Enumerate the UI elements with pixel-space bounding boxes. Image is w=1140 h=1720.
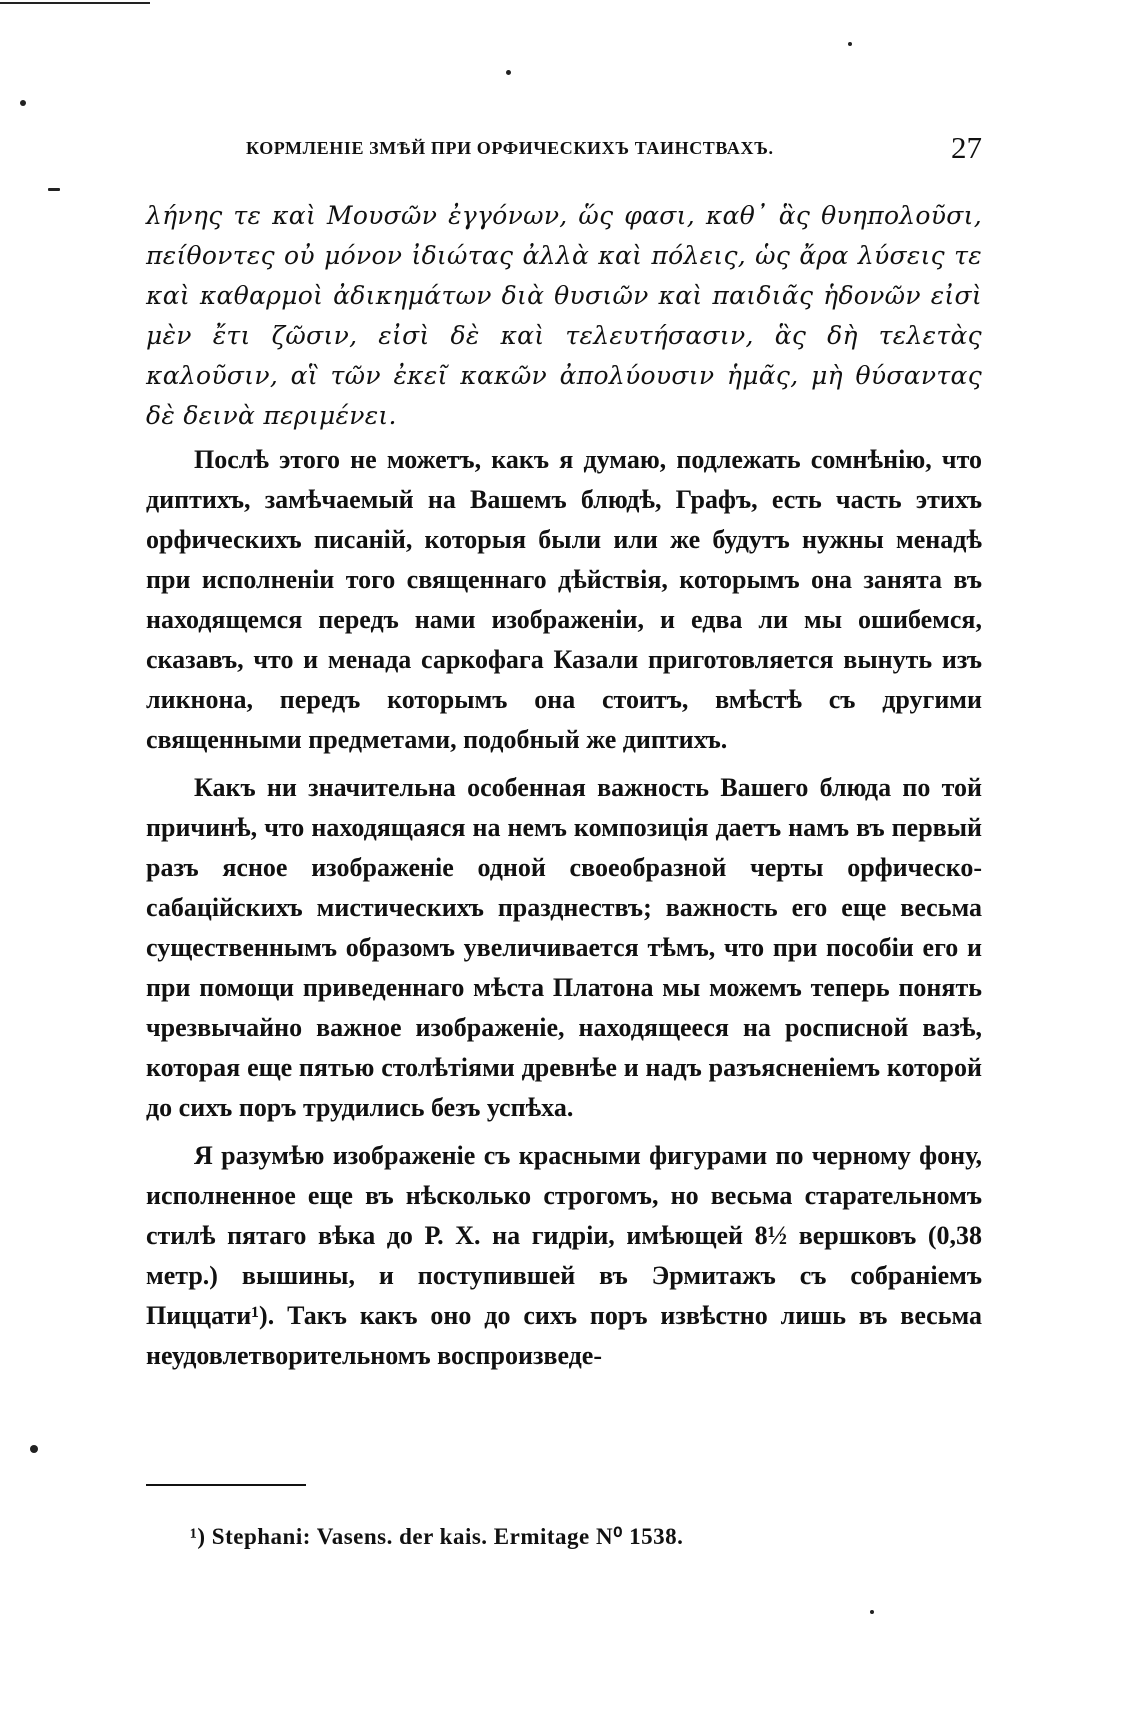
scan-speck	[870, 1610, 874, 1614]
scan-speck	[30, 1445, 38, 1453]
scan-speck	[48, 188, 60, 191]
page-header	[146, 130, 982, 170]
page-body	[146, 196, 982, 1376]
footnote: ¹) Stephani: Vasens. der kais. Ermitage N⁰ 1538.	[190, 1524, 684, 1549]
paragraph-2: Какъ ни значительна особенная важность Вашего блюда по той причинѣ, что находящаяся на немъ композиція даетъ намъ въ первый разъ ясное изображеніе одной своеобразной черты орфическо-сабацiйскихъ мистическихъ празднествъ; важность его еще весьма существеннымъ образомъ увеличивается тѣмъ, что при пособіи его и при помощи приведеннаго мѣста Платона мы можемъ теперь понять чрезвычайно важное изображеніе, находящееся на росписной вазѣ, которая еще пятью столѣтіями древнѣе и надъ разъясненіемъ которой до сихъ поръ трудились безъ успѣха.	[146, 773, 982, 1122]
paragraph-1: Послѣ этого не можетъ, какъ я думаю, подлежать сомнѣнію, что диптихъ, замѣчаемый на Вашемъ блюдѣ, Графъ, есть часть этихъ орфическихъ писаній, которыя были или же будутъ нужны менадѣ при исполненіи того священнаго дѣйствія, которымъ она занята въ находящемся передъ нами изображеніи, и едва ли мы ошибемся, сказавъ, что и менада саркофага Казали приготовляется вынуть изъ ликнона, передъ которымъ она стоитъ, вмѣстѣ съ другими священными предметами, подобный же диптихъ.	[146, 445, 982, 754]
scan-speck	[848, 42, 852, 46]
page-number: 27	[951, 130, 982, 165]
running-title: КОРМЛЕНІЕ ЗМѢЙ ПРИ ОРФИЧЕСКИХЪ ТАИНСТВАХЪ.	[246, 138, 774, 158]
paragraph-3: Я разумѣю изображеніе съ красными фигурами по черному фону, исполненное еще въ нѣсколько строгомъ, но весьма старательномъ стилѣ пятаго вѣка до Р. Х. на гидріи, имѣющей 8½ вершковъ (0,38 метр.) вышины, и поступившей въ Эрмитажъ съ собраніемъ Пиццати¹). Такъ какъ оно до сихъ поръ извѣстно лишь въ весьма неудовлетворительномъ воспроизведе-	[146, 1141, 982, 1370]
scan-edge-mark	[0, 2, 150, 4]
scan-speck	[20, 100, 26, 106]
footnote-divider	[146, 1484, 306, 1486]
scan-speck	[506, 70, 511, 75]
greek-quotation: λήνης τε καὶ Μουσῶν ἐγγόνων, ὥς φασι, καθ᾽ ἃς θυηπολοῦσι, πείθοντες οὐ μόνον ἰδιώτας ἀλλὰ καὶ πόλεις, ὡς ἄρα λύσεις τε καὶ καθαρμοὶ ἀδικημάτων διὰ θυσιῶν καὶ παιδιᾶς ἡδονῶν εἰσὶ μὲν ἔτι ζῶσιν, εἰσὶ δὲ καὶ τελευτήσασιν, ἃς δὴ τελετὰς καλοῦσιν, αἳ τῶν ἐκεῖ κακῶν ἀπολύουσιν ἡμᾶς, μὴ θύσαντας δὲ δεινὰ περιμένει.	[146, 201, 982, 430]
